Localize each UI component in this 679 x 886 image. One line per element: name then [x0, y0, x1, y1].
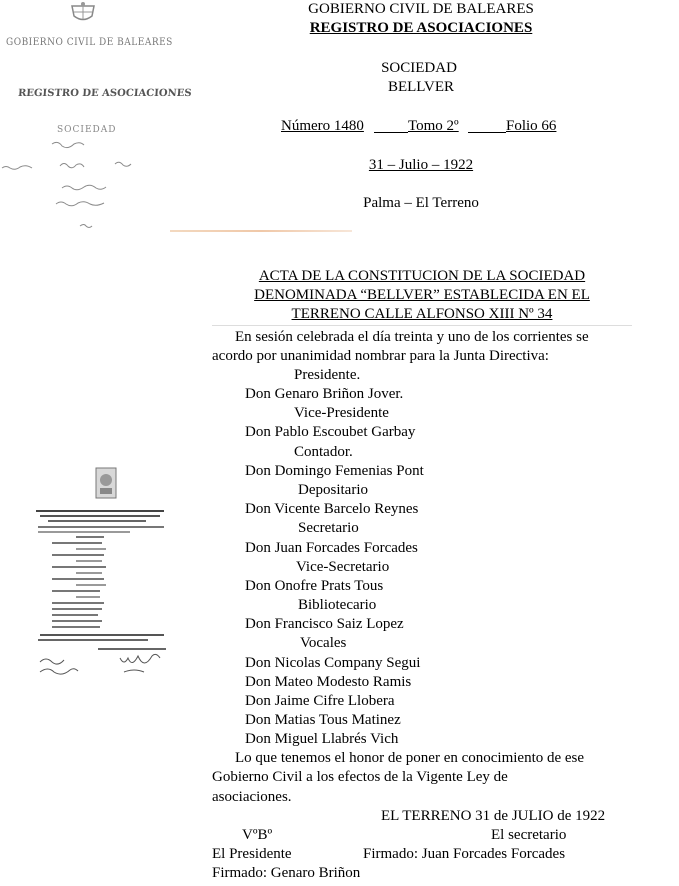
role-presidente: Presidente.	[294, 367, 361, 383]
intro-line1: En sesión celebrada el día treinta y uno de los corrientes se	[235, 329, 589, 345]
registry-date: 31 – Julio – 1922	[368, 157, 474, 173]
registry-place: Palma – El Terreno	[363, 195, 479, 211]
name-contador: Don Domingo Femenias Pont	[245, 463, 424, 479]
role-vocales: Vocales	[300, 635, 347, 651]
role-vice-presidente: Vice-Presidente	[294, 405, 389, 421]
closing-line3: asociaciones.	[212, 789, 292, 805]
scan-thumbnail-document	[28, 462, 178, 680]
name-depositario: Don Vicente Barcelo Reynes	[245, 501, 419, 517]
acta-title-line2: DENOMINADA “BELLVER” ESTABLECIDA EN EL	[254, 287, 590, 303]
title-rule	[212, 325, 632, 326]
role-bibliotecario: Bibliotecario	[298, 597, 377, 613]
name-secretario: Don Juan Forcades Forcades	[245, 540, 418, 556]
secretary-signed: Firmado: Juan Forcades Forcades	[363, 846, 566, 862]
header-line2: REGISTRO DE ASOCIACIONES	[309, 20, 533, 36]
acta-title-line1: ACTA DE LA CONSTITUCION DE LA SOCIEDAD	[258, 268, 586, 284]
role-secretario: Secretario	[298, 520, 359, 536]
header-line1: GOBIERNO CIVIL DE BALEARES	[308, 1, 534, 17]
secretary-label: El secretario	[491, 827, 567, 843]
acta-title-line3: TERRENO CALLE ALFONSO XIII Nº 34	[291, 306, 553, 322]
vocal-3: Don Jaime Cifre Llobera	[245, 693, 395, 709]
name-vice-secretario: Don Onofre Prats Tous	[245, 578, 384, 594]
thumb-cover-line1: GOBIERNO CIVIL DE BALEARES	[6, 37, 173, 49]
vocal-4: Don Matias Tous Matinez	[245, 712, 401, 728]
registry-folio: Folio 66	[506, 118, 557, 134]
registry-tomo: Tomo 2º	[408, 118, 459, 134]
society-label: SOCIEDAD	[381, 60, 457, 76]
closing-line1: Lo que tenemos el honor de poner en conocimiento de ese	[235, 750, 585, 766]
name-vice-presidente: Don Pablo Escoubet Garbay	[245, 424, 416, 440]
registry-gap2	[468, 117, 506, 133]
registry-gap1	[374, 117, 408, 133]
scan-thumbnail-cover	[0, 0, 192, 240]
stamp-icon	[94, 466, 118, 500]
place-date: EL TERRENO 31 de JULIO de 1922	[381, 808, 606, 824]
scan-divider	[170, 230, 352, 232]
name-bibliotecario: Don Francisco Saiz Lopez	[245, 616, 404, 632]
vobo: VºBº	[242, 827, 273, 843]
president-signed: Firmado: Genaro Briñon	[212, 865, 361, 881]
role-vice-secretario: Vice-Secretario	[296, 559, 390, 575]
handwriting-scribbles	[0, 138, 170, 233]
vocal-2: Don Mateo Modesto Ramis	[245, 674, 412, 690]
name-presidente: Don Genaro Briñon Jover.	[245, 386, 404, 402]
closing-line2: Gobierno Civil a los efectos de la Vigente Ley de	[212, 769, 508, 785]
role-contador: Contador.	[294, 444, 353, 460]
intro-line2: acordo por unanimidad nombrar para la Junta Directiva:	[212, 348, 549, 364]
registry-number: Número 1480	[281, 118, 364, 134]
vocal-5: Don Miguel Llabrés Vich	[245, 731, 399, 747]
role-depositario: Depositario	[298, 482, 368, 498]
signature-scribbles	[36, 652, 176, 680]
thumb-cover-line3: SOCIEDAD	[57, 125, 117, 135]
coat-of-arms-icon	[66, 2, 100, 24]
president-label: El Presidente	[212, 846, 292, 862]
thumb-cover-line2: REGISTRO DE ASOCIACIONES	[17, 88, 192, 99]
society-name: BELLVER	[387, 79, 455, 95]
vocal-1: Don Nicolas Company Segui	[245, 655, 421, 671]
